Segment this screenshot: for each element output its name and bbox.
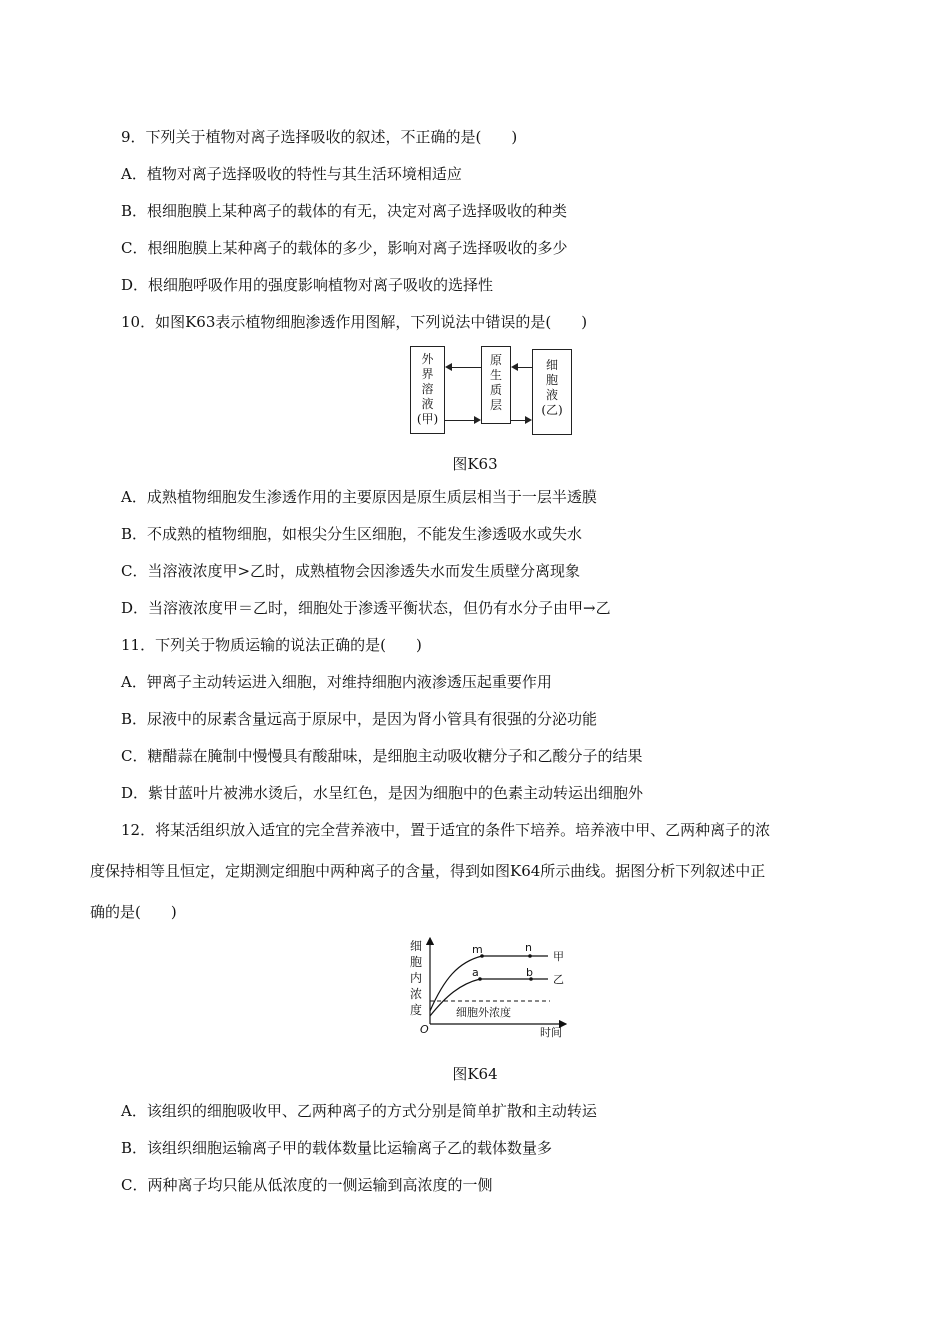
box-char: 液	[421, 397, 434, 411]
point-b-label: b	[526, 966, 533, 979]
question-9-stem: 9．下列关于植物对离子选择吸收的叙述，不正确的是( )	[121, 128, 518, 146]
figure-k64-caption: 图K64	[452, 1065, 498, 1083]
arrow-right-head-icon	[474, 416, 481, 424]
curve-jia	[430, 956, 548, 1011]
question-9-option-a: A．植物对离子选择吸收的特性与其生活环境相适应	[121, 165, 462, 183]
question-10-stem: 10．如图K63表示植物细胞渗透作用图解，下列说法中错误的是( )	[121, 313, 588, 331]
arrow-left-head-icon	[511, 363, 518, 371]
question-11-option-c: C．糖醋蒜在腌制中慢慢具有酸甜味，是细胞主动吸收糖分子和乙酸分子的结果	[121, 747, 643, 765]
figure-k63-caption: 图K63	[452, 455, 498, 473]
x-axis-label: 时间	[540, 1026, 562, 1039]
y-label-char: 内	[410, 971, 423, 985]
box-char: 原	[489, 353, 502, 367]
point-a-label: a	[472, 966, 479, 979]
box-char: 质	[489, 383, 502, 397]
arrow-from-outer-line	[445, 420, 475, 421]
question-12-stem-line-2: 度保持相等且恒定，定期测定细胞中两种离子的含量，得到如图K64所示曲线。据图分析下列叙述中正	[90, 862, 766, 880]
box-char: 外	[421, 352, 434, 366]
box-char: 溶	[421, 382, 434, 396]
box-char: 胞	[545, 373, 558, 387]
question-9-option-d: D．根细胞呼吸作用的强度影响植物对离子吸收的选择性	[121, 276, 494, 294]
box-char: 生	[489, 368, 502, 382]
box-char: (甲)	[416, 412, 439, 426]
box-char: 液	[545, 388, 558, 402]
protoplast-layer-box	[481, 346, 511, 424]
box-char: 界	[421, 367, 434, 381]
box-char: 细	[545, 358, 558, 372]
question-12-option-b: B．该组织细胞运输离子甲的载体数量比运输离子乙的载体数量多	[121, 1139, 553, 1157]
arrow-left-head-icon	[445, 363, 452, 371]
origin-label: O	[420, 1023, 429, 1036]
figure-k64-concentration-graph	[408, 934, 578, 1042]
question-12-stem-line-3: 确的是( )	[90, 903, 177, 921]
question-11-stem: 11．下列关于物质运输的说法正确的是( )	[121, 636, 422, 654]
series-jia-label: 甲	[553, 950, 564, 963]
arrow-to-outer-line	[450, 367, 481, 368]
question-12-stem-line-1: 12．将某活组织放入适宜的完全营养液中，置于适宜的条件下培养。培养液中甲、乙两种离子的浓	[121, 821, 771, 839]
series-yi-label: 乙	[553, 973, 564, 986]
arrow-to-cell-sap-line	[511, 420, 526, 421]
figure-k63-osmosis-diagram	[410, 346, 574, 436]
y-label-char: 细	[410, 939, 423, 953]
outside-concentration-label: 细胞外浓度	[456, 1006, 511, 1019]
question-11-option-a: A．钾离子主动转运进入细胞，对维持细胞内液渗透压起重要作用	[121, 673, 552, 691]
question-10-option-b: B．不成熟的植物细胞，如根尖分生区细胞，不能发生渗透吸水或失水	[121, 525, 583, 543]
point-n-dot	[528, 954, 532, 958]
question-10-option-a: A．成熟植物细胞发生渗透作用的主要原因是原生质层相当于一层半透膜	[121, 488, 597, 506]
question-10-option-d: D．当溶液浓度甲＝乙时，细胞处于渗透平衡状态，但仍有水分子由甲→乙	[121, 599, 611, 617]
point-n-label: n	[525, 941, 532, 954]
graph-svg	[408, 934, 578, 1042]
outer-solution-box	[410, 346, 445, 434]
point-m-label: m	[472, 943, 483, 956]
y-label-char: 浓	[410, 987, 423, 1001]
y-label-char: 度	[410, 1003, 423, 1017]
box-char: (乙)	[541, 403, 563, 417]
arrow-to-middle-line	[516, 367, 532, 368]
question-10-option-c: C．当溶液浓度甲>乙时，成熟植物会因渗透失水而发生质壁分离现象	[121, 562, 581, 580]
cell-sap-box	[532, 349, 572, 435]
question-9-option-c: C．根细胞膜上某种离子的载体的多少，影响对离子选择吸收的多少	[121, 239, 568, 257]
box-char: 层	[489, 398, 502, 412]
question-12-option-a: A．该组织的细胞吸收甲、乙两种离子的方式分别是简单扩散和主动转运	[121, 1102, 597, 1120]
question-11-option-d: D．紫甘蓝叶片被沸水烫后，水呈红色，是因为细胞中的色素主动转运出细胞外	[121, 784, 644, 802]
y-label-char: 胞	[410, 955, 423, 969]
question-12-option-c: C．两种离子均只能从低浓度的一侧运输到高浓度的一侧	[121, 1176, 493, 1194]
question-11-option-b: B．尿液中的尿素含量远高于原尿中，是因为肾小管具有很强的分泌功能	[121, 710, 598, 728]
arrow-right-head-icon	[525, 416, 532, 424]
question-9-option-b: B．根细胞膜上某种离子的载体的有无，决定对离子选择吸收的种类	[121, 202, 568, 220]
